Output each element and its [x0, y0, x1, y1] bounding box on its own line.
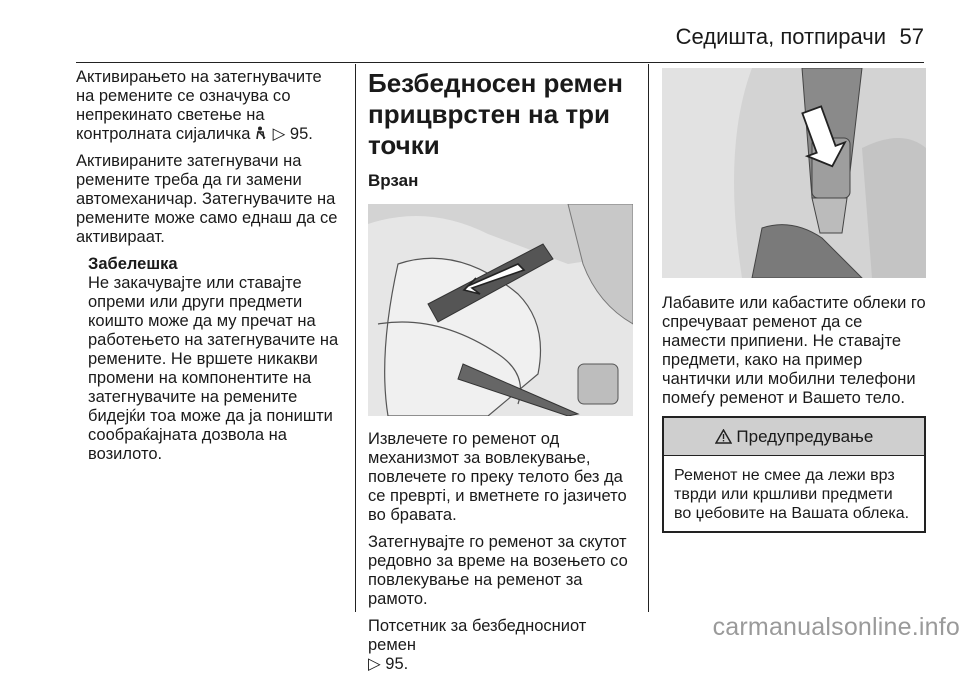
warning-text: Ременот не смее да лежи врз тврди или кршливи предмети во џебовите на Вашата облека.: [674, 467, 910, 522]
section-title: Безбедносен ремен прицврстен на три точки: [368, 68, 623, 160]
column-divider-right: [648, 64, 649, 612]
warning-box: [662, 416, 926, 533]
paragraph: Извлечете го ременот од механизмот за вовлекување, повлечете го преку телото без да се превртi, и вметнете го јазичето во бравата.: [368, 430, 627, 524]
page-number: 57: [899, 24, 924, 49]
seatbelt-warning-icon: [255, 126, 268, 140]
warning-title: Предупредување: [736, 427, 874, 446]
paragraph: Затегнувајте го ременот за скутот редовно за време на возењето со повлекување на ременот за рамото.: [368, 533, 628, 608]
paragraph: Активирањето на затегнувачите на ремените се означува со непрекинато светење на контролната сијаличка ▷ 95.: [76, 68, 322, 143]
page-reference-icon: ▷: [272, 125, 286, 143]
column-left: [76, 68, 344, 464]
column-right: [662, 68, 926, 533]
column-divider-left: [355, 64, 356, 612]
paragraph: Лабавите или кабастите облеки го спречуваат ременот да се намести припиени. Не ставајте предмети, како на пример чантички или мобилни телефони помеѓу ременот и Вашето тело.: [662, 294, 926, 407]
subsection-title: Врзан: [368, 171, 419, 190]
running-header-title: Седишта, потпирачи: [675, 24, 886, 49]
seatbelt-buckle-illustration: [662, 68, 926, 278]
warning-header: [664, 418, 924, 456]
note-block: [88, 255, 344, 464]
paragraph: Активираните затегнувачи на ремените треба да ги замени автомеханичар. Затегнувачите на ремените може само еднаш да се активираат.: [76, 152, 338, 246]
paragraph: Потсетник за безбедносниот ремен ▷ 95.: [368, 617, 587, 673]
note-title: Забелешка: [88, 255, 178, 273]
page-reference[interactable]: 95.: [385, 655, 409, 673]
seatbelt-fastening-illustration: [368, 204, 633, 416]
header-rule: [76, 62, 924, 63]
column-middle: [368, 68, 634, 682]
watermark: carmanualsonline.info: [712, 613, 960, 641]
warning-triangle-icon: [715, 427, 737, 446]
page-reference-icon: ▷: [368, 655, 381, 673]
note-text: Не закачувајте или ставајте опреми или други предмети коишто може да му пречат на работењето на затегнувачите на ремените. Не вршете никакви промени на компонентите на затегнувачите на ремените бидејќи тоа може да ја поништи сообраќајната дозвола на возилото.: [88, 274, 339, 463]
page-reference[interactable]: 95.: [289, 125, 313, 143]
